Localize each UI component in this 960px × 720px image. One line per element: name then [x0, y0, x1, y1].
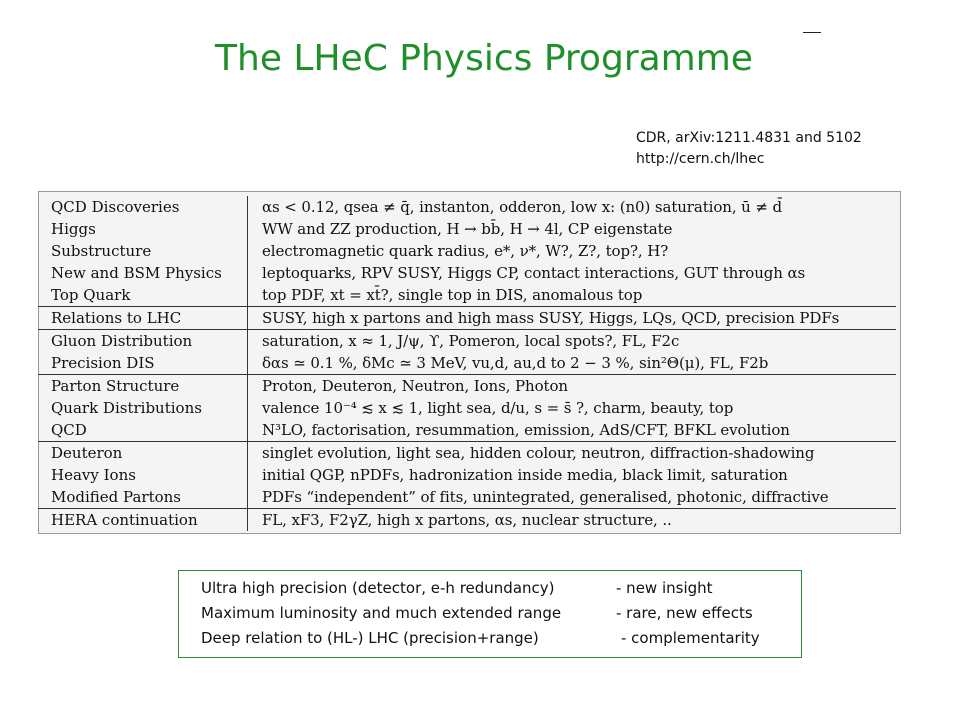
table-row	[38, 486, 896, 509]
details-cell: SUSY, high x partons and high mass SUSY, Higgs, LQs, QCD, precision PDFs	[248, 307, 897, 330]
table-row	[38, 464, 896, 486]
topic-cell: Substructure	[38, 240, 248, 262]
details-cell: WW and ZZ production, H → bb̄, H → 4l, CP eigenstate	[262, 220, 673, 238]
details-cell: Proton, Deuteron, Neutron, Ions, Photon	[262, 377, 568, 395]
details-cell: FL, xF3, F2γZ, high x partons, αs, nuclear structure, ..	[262, 511, 672, 529]
topic-cell: Parton Structure	[38, 375, 248, 398]
table-row	[38, 284, 896, 307]
details-cell: top PDF, xt = xt̄?, single top in DIS, anomalous top	[248, 284, 897, 307]
table-row	[38, 262, 896, 284]
table-row	[38, 218, 896, 240]
details-cell: leptoquarks, RPV SUSY, Higgs CP, contact interactions, GUT through αs	[262, 264, 806, 282]
summary-text: Maximum luminosity and much extended range	[201, 604, 562, 622]
details-cell: valence 10⁻⁴ ≲ x ≲ 1, light sea, d/u, s = s̄ ?, charm, beauty, top	[262, 399, 734, 417]
reference-cdr: CDR, arXiv:1211.4831 and 5102	[636, 130, 862, 146]
physics-table	[38, 196, 896, 531]
topic-cell: Higgs	[38, 218, 248, 240]
details-cell: saturation, x ≈ 1, J/ψ, ϒ, Pomeron, local spots?, FL, F2c	[262, 332, 680, 350]
reference-block	[636, 128, 862, 170]
details-cell: αs < 0.12, qsea ≠ q̄, instanton, odderon, low x: (n0) saturation, ū ≠ d̄	[262, 198, 783, 216]
table-row	[38, 352, 896, 375]
table-row	[38, 240, 896, 262]
summary-outcome: - new insight	[616, 579, 713, 597]
slide-title: The LHeC Physics Programme	[215, 38, 753, 79]
topic-cell: QCD Discoveries	[38, 196, 248, 218]
table-row	[38, 196, 896, 218]
details-cell: δαs ≃ 0.1 %, δMc ≃ 3 MeV, vu,d, au,d to 2 − 3 %, sin²Θ(μ), FL, F2b	[248, 352, 897, 375]
topic-cell: Top Quark	[38, 284, 248, 307]
summary-text: Ultra high precision (detector, e-h redundancy)	[201, 579, 555, 597]
table-row	[38, 375, 896, 398]
details-cell: electromagnetic quark radius, e*, ν*, W?, Z?, top?, H?	[262, 242, 669, 260]
topic-cell: Deuteron	[38, 442, 248, 465]
table-row	[38, 419, 896, 442]
summary-text: Deep relation to (HL-) LHC (precision+range)	[201, 629, 539, 647]
topic-cell: Relations to LHC	[38, 307, 248, 330]
topic-cell: Quark Distributions	[38, 397, 248, 419]
topic-cell: New and BSM Physics	[38, 262, 248, 284]
topic-cell: HERA continuation	[38, 509, 248, 532]
summary-box	[178, 570, 802, 658]
topic-cell: Heavy Ions	[38, 464, 248, 486]
details-cell: N³LO, factorisation, resummation, emission, AdS/CFT, BFKL evolution	[248, 419, 897, 442]
reference-url: http://cern.ch/lhec	[636, 151, 765, 167]
table-row	[38, 397, 896, 419]
topic-cell: Modified Partons	[38, 486, 248, 509]
topic-cell: Precision DIS	[38, 352, 248, 375]
summary-outcome: - complementarity	[621, 629, 760, 647]
table-row	[38, 307, 896, 330]
topic-cell: Gluon Distribution	[38, 330, 248, 353]
details-cell: singlet evolution, light sea, hidden colour, neutron, diffraction-shadowing	[262, 444, 815, 462]
table-row	[38, 442, 896, 465]
table-row	[38, 330, 896, 353]
details-cell: PDFs “independent” of fits, unintegrated, generalised, photonic, diffractive	[248, 486, 897, 509]
table-row	[38, 509, 896, 532]
top-dash-mark	[803, 32, 821, 33]
summary-outcome: - rare, new effects	[616, 604, 753, 622]
topic-cell: QCD	[38, 419, 248, 442]
details-cell: initial QGP, nPDFs, hadronization inside media, black limit, saturation	[262, 466, 788, 484]
